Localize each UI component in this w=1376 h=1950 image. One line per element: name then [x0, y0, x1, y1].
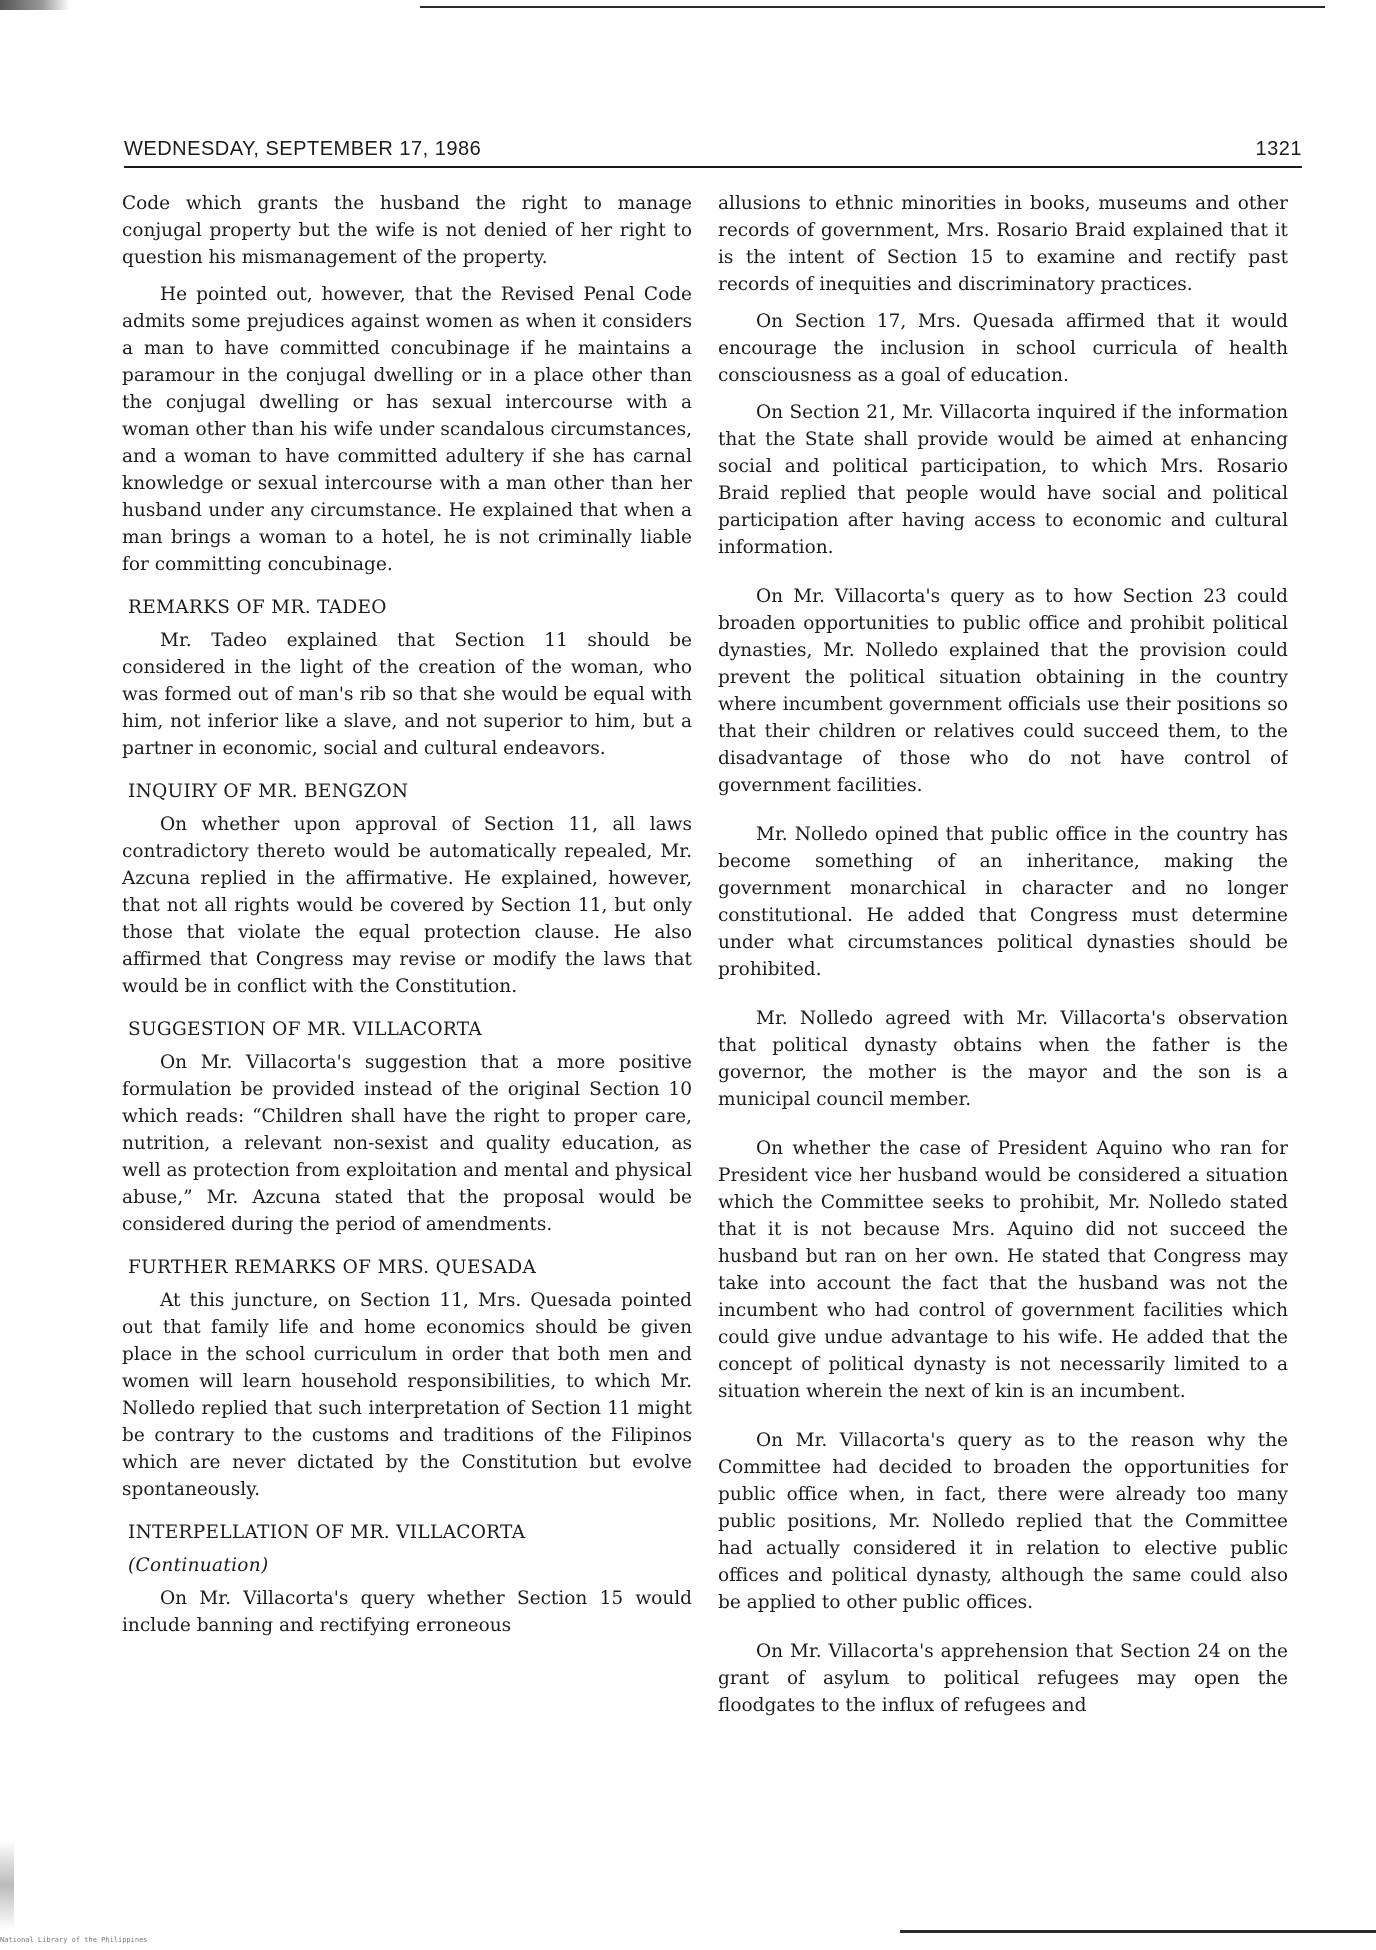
- section-heading: SUGGESTION OF MR. VILLACORTA: [128, 1019, 483, 1040]
- paragraph: allusions to ethnic minorities in books, museums and other records of government, Mrs. Rosario Braid explained that it is the intent of Section 15 to examine and rectify past records of inequities and discriminatory practices.: [718, 193, 1288, 295]
- section-heading: INQUIRY OF MR. BENGZON: [128, 781, 409, 802]
- paragraph: On Mr. Villacorta's query as to the reason why the Committee had decided to broaden the opportunities for public office when, in fact, there were already too many public positions, Mr. Nolledo replied that the Committee had actually considered it in relation to elective public offices and political dynasty, although the same could also be applied to other public offices.: [718, 1430, 1288, 1613]
- section-heading: FURTHER REMARKS OF MRS. QUESADA: [128, 1257, 537, 1278]
- section-subheading: (Continuation): [128, 1555, 269, 1576]
- page-number: 1321: [1255, 138, 1302, 160]
- section-heading: REMARKS OF MR. TADEO: [128, 597, 387, 618]
- right-column: [718, 190, 1288, 1810]
- running-head: [124, 138, 1302, 164]
- scan-bottom-rule: [900, 1930, 1376, 1933]
- paragraph: Mr. Tadeo explained that Section 11 should be considered in the light of the creation of the woman, who was formed out of man's rib so that she would be equal with him, not inferior like a slave, and not superior to him, but a partner in economic, social and cultural endeavors.: [122, 630, 692, 759]
- paragraph: Mr. Nolledo agreed with Mr. Villacorta's observation that political dynasty obtains when the father is the governor, the mother is the mayor and the son is a municipal council member.: [718, 1008, 1288, 1110]
- header-date: WEDNESDAY, SEPTEMBER 17, 1986: [124, 138, 482, 160]
- paragraph: On Mr. Villacorta's apprehension that Section 24 on the grant of asylum to political refugees may open the floodgates to the influx of refugees and: [718, 1641, 1288, 1716]
- paragraph: On Mr. Villacorta's query whether Section 15 would include banning and rectifying erroneous: [122, 1588, 692, 1636]
- section-heading: INTERPELLATION OF MR. VILLACORTA: [128, 1522, 526, 1543]
- paragraph: On Section 17, Mrs. Quesada affirmed that it would encourage the inclusion in school curricula of health consciousness as a goal of education.: [718, 311, 1288, 386]
- scan-top-rule: [420, 6, 1325, 8]
- scan-artifact-top-left: [0, 0, 70, 10]
- paragraph: Code which grants the husband the right to manage conjugal property but the wife is not denied of her right to question his mismanagement of the property.: [122, 193, 692, 268]
- paragraph: Mr. Nolledo opined that public office in the country has become something of an inheritance, making the government monarchical in character and no longer constitutional. He added that Congress must determine under what circumstances political dynasties should be prohibited.: [718, 824, 1288, 980]
- header-rule: [124, 166, 1302, 168]
- left-column: [122, 190, 692, 1810]
- paragraph: On whether upon approval of Section 11, all laws contradictory thereto would be automatically repealed, Mr. Azcuna replied in the affirmative. He explained, however, that not all rights would be covered by Section 11, but only those that violate the equal protection clause. He also affirmed that Congress may revise or modify the laws that would be in conflict with the Constitution.: [122, 814, 692, 997]
- scan-footer-note: National Library of the Philippines: [0, 1936, 148, 1944]
- paragraph: At this juncture, on Section 11, Mrs. Quesada pointed out that family life and home economics should be given place in the school curriculum in order that both men and women will learn household responsibilities, to which Mr. Nolledo replied that such interpretation of Section 11 might be contrary to the customs and traditions of the Filipinos which are never dictated by the Constitution but evolve spontaneously.: [122, 1290, 692, 1500]
- paragraph: On Mr. Villacorta's query as to how Section 23 could broaden opportunities to public office and prohibit political dynasties, Mr. Nolledo explained that the provision could prevent the political situation obtaining in the country where incumbent government officials use their positions so that their children or relatives could succeed them, to the disadvantage of those who do not have control of government facilities.: [718, 586, 1288, 796]
- scan-edge-artifact: [0, 1840, 14, 1930]
- paragraph: On Mr. Villacorta's suggestion that a more positive formulation be provided instead of the original Section 10 which reads: “Children shall have the right to proper care, nutrition, a relevant non-sexist and quality education, as well as protection from exploitation and mental and physical abuse,” Mr. Azcuna stated that the proposal would be considered during the period of amendments.: [122, 1052, 692, 1235]
- paragraph: He pointed out, however, that the Revised Penal Code admits some prejudices against women as when it considers a man to have committed concubinage if he maintains a paramour in the conjugal dwelling or in a place other than the conjugal dwelling or has sexual intercourse with a woman other than his wife under scandalous circumstances, and a woman to have committed adultery if she has carnal knowledge or sexual intercourse with a man other than her husband under any circumstance. He explained that when a man brings a woman to a hotel, he is not criminally liable for committing concubinage.: [122, 284, 692, 575]
- paragraph: On Section 21, Mr. Villacorta inquired if the information that the State shall provide would be aimed at enhancing social and political participation, to which Mrs. Rosario Braid replied that people would have social and political participation after having access to economic and cultural information.: [718, 402, 1288, 558]
- paragraph: On whether the case of President Aquino who ran for President vice her husband would be considered a situation which the Committee seeks to prohibit, Mr. Nolledo stated that it is not because Mrs. Aquino did not succeed the husband but ran on her own. He stated that Congress may take into account the fact that the husband was not the incumbent who had control of government facilities which could give undue advantage to his wife. He added that the concept of political dynasty is not necessarily limited to a situation wherein the next of kin is an incumbent.: [718, 1138, 1288, 1402]
